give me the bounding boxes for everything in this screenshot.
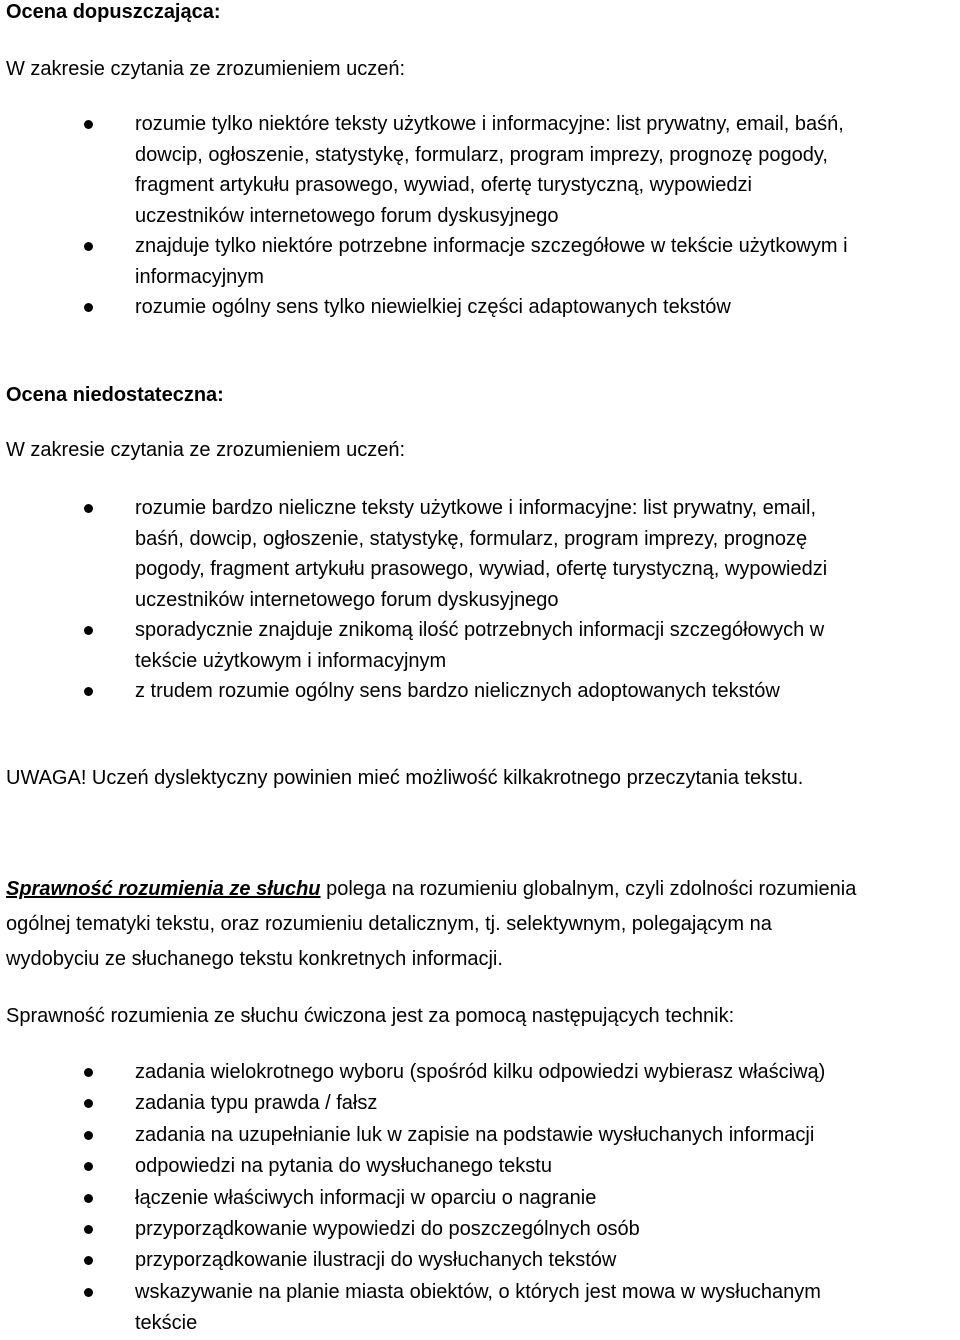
list-item xyxy=(0,109,960,231)
bullet-icon xyxy=(84,1288,93,1297)
bullet-icon xyxy=(84,1256,93,1265)
list-item-line: rozumie bardzo nieliczne teksty użytkowe i informacyjne: list prywatny, email, xyxy=(135,497,816,519)
bullet-icon xyxy=(84,1099,93,1108)
bullet-icon xyxy=(84,1131,93,1140)
list-item-line: rozumie ogólny sens tylko niewielkiej części adaptowanych tekstów xyxy=(135,296,731,318)
bullet-icon xyxy=(84,120,93,129)
heading-ocena-dopuszczajaca: Ocena dopuszczająca: xyxy=(6,1,221,23)
list-item-line: z trudem rozumie ogólny sens bardzo nielicznych adoptowanych tekstów xyxy=(135,680,780,702)
techniques-intro: Sprawność rozumienia ze słuchu ćwiczona jest za pomocą następujących technik: xyxy=(6,1005,735,1027)
list-item xyxy=(0,1151,960,1182)
list-item-line: odpowiedzi na pytania do wysłuchanego tekstu xyxy=(135,1155,552,1178)
listening-term: Sprawność rozumienia ze słuchu xyxy=(6,878,321,900)
list-item-line: przyporządkowanie wypowiedzi do poszczególnych osób xyxy=(135,1218,640,1241)
list-item-line: informacyjnym xyxy=(135,265,264,288)
list-item-line: znajduje tylko niektóre potrzebne informacje szczegółowe w tekście użytkowym i xyxy=(135,235,848,257)
listening-definition-line: wydobyciu ze słuchanego tekstu konkretnych informacji. xyxy=(6,948,503,970)
bullet-icon xyxy=(84,1162,93,1171)
list-item xyxy=(0,1183,960,1214)
section1-list xyxy=(0,109,960,323)
section2-list xyxy=(0,493,960,707)
list-item xyxy=(0,292,960,323)
list-item-line: fragment artykułu prasowego, wywiad, ofertę turystyczną, wypowiedzi xyxy=(135,174,752,196)
bullet-icon xyxy=(84,1068,93,1077)
bullet-icon xyxy=(84,687,93,696)
bullet-icon xyxy=(84,303,93,312)
list-item-line: zadania na uzupełnianie luk w zapisie na podstawie wysłuchanych informacji xyxy=(135,1123,815,1146)
list-item-line: sporadycznie znajduje znikomą ilość potrzebnych informacji szczegółowych w xyxy=(135,619,825,641)
list-item xyxy=(0,1088,960,1119)
list-item-line: baśń, dowcip, ogłoszenie, statystykę, formularz, program imprezy, prognozę xyxy=(135,527,808,550)
list-item-line: tekście xyxy=(135,1312,198,1335)
list-item xyxy=(0,1120,960,1151)
list-item xyxy=(0,1214,960,1245)
list-item-line: uczestników internetowego forum dyskusyjnego xyxy=(135,588,559,611)
heading-ocena-niedostateczna: Ocena niedostateczna: xyxy=(6,384,224,406)
list-item xyxy=(0,1277,960,1340)
section2-intro: W zakresie czytania ze zrozumieniem uczeń: xyxy=(6,439,406,461)
listening-definition-line: ogólnej tematyki tekstu, oraz rozumieniu detalicznym, tj. selektywnym, polegającym na xyxy=(6,913,772,935)
list-item xyxy=(0,1245,960,1276)
listening-definition-line xyxy=(6,872,856,907)
list-item-line: dowcip, ogłoszenie, statystykę, formularz, program imprezy, prognozę pogody, xyxy=(135,143,828,166)
list-item xyxy=(0,676,960,707)
techniques-list xyxy=(0,1057,960,1340)
list-item-line: przyporządkowanie ilustracji do wysłuchanych tekstów xyxy=(135,1249,617,1272)
section1-intro: W zakresie czytania ze zrozumieniem uczeń: xyxy=(6,58,406,80)
list-item xyxy=(0,493,960,615)
bullet-icon xyxy=(84,242,93,251)
list-item-line: zadania typu prawda / fałsz xyxy=(135,1092,378,1115)
bullet-icon xyxy=(84,1225,93,1234)
listening-definition-rest: polega na rozumieniu globalnym, czyli zdolności rozumienia xyxy=(320,878,857,900)
dyslexia-note: UWAGA! Uczeń dyslektyczny powinien mieć możliwość kilkakrotnego przeczytania tekstu. xyxy=(6,767,804,789)
list-item xyxy=(0,231,960,292)
bullet-icon xyxy=(84,1194,93,1203)
listening-definition xyxy=(6,872,856,977)
list-item-line: wskazywanie na planie miasta obiektów, o których jest mowa w wysłuchanym xyxy=(135,1280,821,1303)
bullet-icon xyxy=(84,504,93,513)
list-item-line: zadania wielokrotnego wyboru (spośród kilku odpowiedzi wybierasz właściwą) xyxy=(135,1061,826,1083)
list-item-line: pogody, fragment artykułu prasowego, wywiad, ofertę turystyczną, wypowiedzi xyxy=(135,558,828,580)
list-item xyxy=(0,1057,960,1088)
list-item-line: łączenie właściwych informacji w oparciu o nagranie xyxy=(135,1186,597,1209)
list-item-line: rozumie tylko niektóre teksty użytkowe i informacyjne: list prywatny, email, baśń, xyxy=(135,113,844,135)
list-item xyxy=(0,615,960,676)
list-item-line: uczestników internetowego forum dyskusyjnego xyxy=(135,204,559,227)
list-item-line: tekście użytkowym i informacyjnym xyxy=(135,649,447,672)
bullet-icon xyxy=(84,626,93,635)
